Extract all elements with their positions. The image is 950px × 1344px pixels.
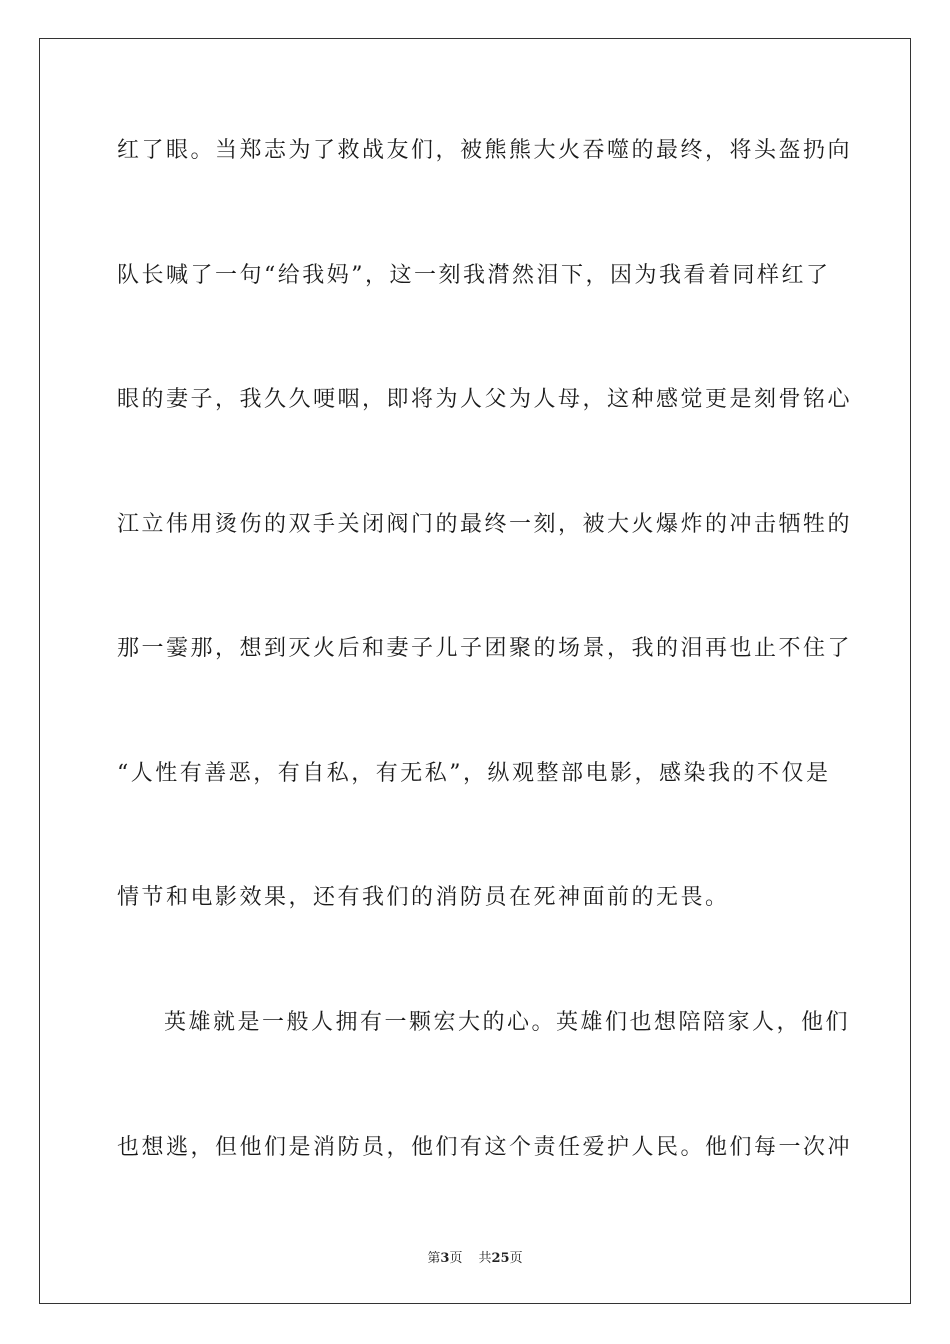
page-footer <box>0 1247 950 1266</box>
body-text-line: 那一霎那，想到灭火后和妻子儿子团聚的场景，我的泪再也止不住了 <box>117 636 853 661</box>
body-text-line: 情节和电影效果，还有我们的消防员在死神面前的无畏。 <box>117 885 730 910</box>
total-suffix: 页 <box>509 1251 523 1266</box>
page-suffix: 页 <box>449 1251 463 1266</box>
page-border <box>39 38 911 1304</box>
body-text-line: 眼的妻子，我久久哽咽，即将为人父为人母，这种感觉更是刻骨铭心 <box>117 387 853 412</box>
page-prefix: 第 <box>427 1251 441 1266</box>
body-text-line: 队长喊了一句“给我妈”，这一刻我潸然泪下，因为我看着同样红了 <box>117 263 831 288</box>
total-prefix: 共 <box>478 1251 492 1266</box>
total-pages: 25 <box>491 1251 510 1266</box>
paragraph-first-line: 英雄就是一般人拥有一颗宏大的心。英雄们也想陪陪家人，他们 <box>164 1010 851 1035</box>
body-text-line: 也想逃，但他们是消防员，他们有这个责任爱护人民。他们每一次冲 <box>117 1135 853 1160</box>
page-number: 3 <box>440 1251 450 1266</box>
body-text-line: 红了眼。当郑志为了救战友们，被熊熊大火吞噬的最终，将头盔扔向 <box>117 138 853 163</box>
body-text-line: “人性有善恶，有自私，有无私”，纵观整部电影，感染我的不仅是 <box>117 761 831 786</box>
body-text-line: 江立伟用烫伤的双手关闭阀门的最终一刻，被大火爆炸的冲击牺牲的 <box>117 512 853 537</box>
